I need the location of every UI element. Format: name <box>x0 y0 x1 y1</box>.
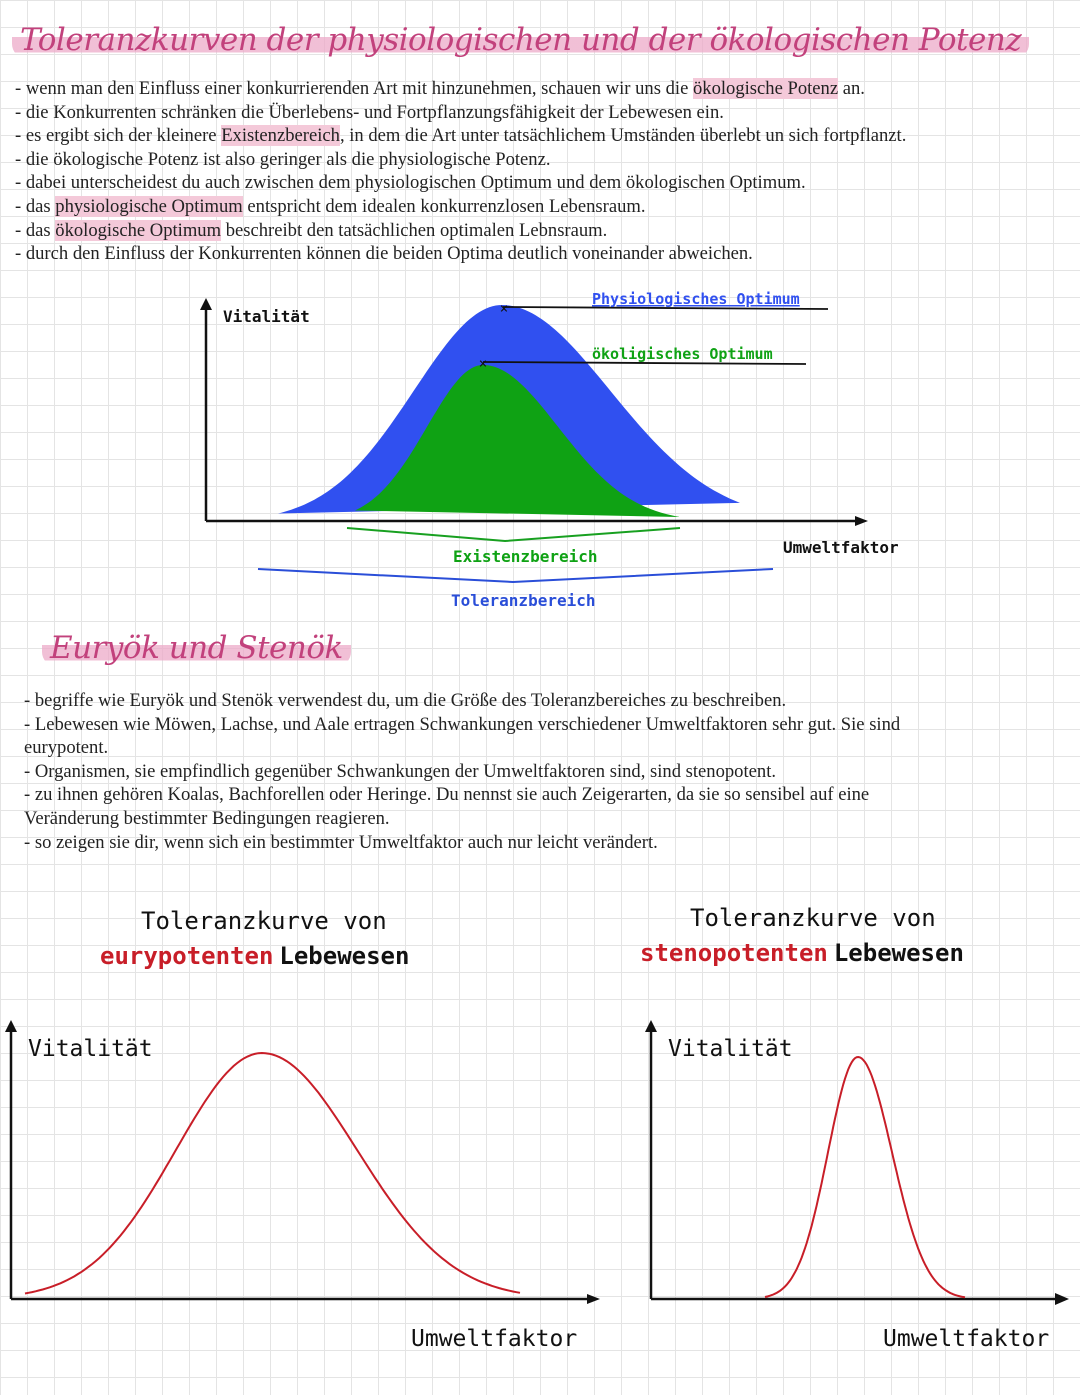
eurypotent-chart-title-line1: Toleranzkurve von <box>141 907 387 935</box>
x-axis-label: Umweltfaktor <box>783 538 899 557</box>
highlighted-term: ökologische Potenz <box>692 78 839 99</box>
oeko-optimum-cross-icon: × <box>478 356 488 372</box>
existenz-range-bracket <box>347 528 680 541</box>
stenopotent-y-axis-label: Vitalität <box>668 1036 793 1062</box>
lebewesen-word-2: Lebewesen <box>833 939 964 967</box>
toleranz-range-bracket <box>258 569 773 582</box>
eurypotent-word: eurypotenten <box>100 942 274 970</box>
eurypotent-tolerance-curve <box>25 1053 520 1294</box>
text-line: - begriffe wie Euryök und Stenök verwendest du, um die Größe des Toleranzbereiches zu beschreiben. <box>24 690 787 711</box>
stenopotent-chart-title-line2 <box>640 939 964 967</box>
eurypotent-x-axis-arrow-icon <box>587 1294 600 1304</box>
stenopotent-x-axis-arrow-icon <box>1055 1293 1069 1305</box>
stenopotent-word: stenopotenten <box>640 939 828 967</box>
potenz-diagram <box>200 290 899 610</box>
section-title-toleranzkurven: Toleranzkurven der physiologischen und der ökologischen Potenz <box>12 22 1029 58</box>
x-axis-arrow-icon <box>855 516 868 526</box>
stenopotent-chart-title-line1: Toleranzkurve von <box>690 904 936 932</box>
physio-optimum-label: Physiologisches Optimum <box>592 290 800 308</box>
stenopotent-tolerance-curve <box>765 1057 965 1297</box>
text-segment: - die Konkurrenten schränken die Überlebens- und Fortpflanzungsfähigkeit der Lebewesen ein. <box>15 101 724 123</box>
text-segment: - das <box>15 219 56 241</box>
stenopotent-chart <box>640 904 1069 1352</box>
text-line: - Organismen, sie empfindlich gegenüber Schwankungen der Umweltfaktoren sind, sind stenopotent. <box>24 760 777 782</box>
text-line: - so zeigen sie dir, wenn sich ein bestimmter Umweltfaktor auch nur leicht verändert. <box>24 831 658 853</box>
text-line: Veränderung bestimmter Bedingungen reagieren. <box>24 807 390 829</box>
eurypotent-x-axis-label: Umweltfaktor <box>411 1326 578 1352</box>
eurypotent-y-axis-arrow-icon <box>5 1020 17 1032</box>
existenz-range-label: Existenzbereich <box>453 547 598 566</box>
eurypotent-chart <box>5 907 600 1352</box>
text-segment: an. <box>838 78 865 99</box>
lebewesen-word: Lebewesen <box>279 942 410 970</box>
y-axis-label: Vitalität <box>223 307 310 326</box>
section-title-euryoek-stenoek: Euryök und Stenök <box>42 630 351 666</box>
text-segment: - das <box>15 195 56 217</box>
text-segment: , in dem die Art unter tatsächlichem Umständen überlebt un sich fortpflanzt. <box>339 125 907 147</box>
eurypotent-chart-title-line2 <box>100 942 409 970</box>
y-axis-arrow-icon <box>200 298 212 310</box>
stenopotent-y-axis-arrow-icon <box>645 1020 657 1032</box>
text-line: eurypotent. <box>24 737 109 759</box>
text-line: - zu ihnen gehören Koalas, Bachforellen oder Heringe. Du nennst sie auch Zeigerarten, da sie so sensibel auf eine <box>24 784 870 806</box>
text-segment: - wenn man den Einfluss einer konkurrierenden Art mit hinzunehmen, schauen wir uns die <box>15 78 693 99</box>
text-segment: - durch den Einfluss der Konkurrenten können die beiden Optima deutlich voneinander abweichen. <box>15 243 753 265</box>
text-segment: - es ergibt sich der kleinere <box>15 125 222 147</box>
highlighted-term: Existenzbereich <box>221 125 340 147</box>
text-segment: - die ökologische Potenz ist also geringer als die physiologische Potenz. <box>15 148 551 170</box>
text-segment: beschreibt den tatsächlichen optimalen Lebnsraum. <box>221 219 608 241</box>
text-line: - Lebewesen wie Möwen, Lachse, und Aale ertragen Schwankungen verschiedener Umweltfaktoren sehr gut. Sie sind <box>24 713 901 735</box>
oeko-optimum-label: ökoligisches Optimum <box>592 345 773 363</box>
text-segment: entspricht dem idealen konkurrenzlosen Lebensraum. <box>242 195 646 217</box>
stenopotent-x-axis-label: Umweltfaktor <box>883 1326 1050 1352</box>
highlighted-term: physiologische Optimum <box>55 195 243 217</box>
text-segment: - dabei unterscheidest du auch zwischen dem physiologischen Optimum und dem ökologischen Optimum. <box>15 172 806 194</box>
toleranz-range-label: Toleranzbereich <box>451 591 596 610</box>
eurypotent-y-axis-label: Vitalität <box>28 1036 153 1062</box>
physio-optimum-cross-icon: × <box>499 301 509 317</box>
highlighted-term: ökologische Optimum <box>55 219 222 241</box>
